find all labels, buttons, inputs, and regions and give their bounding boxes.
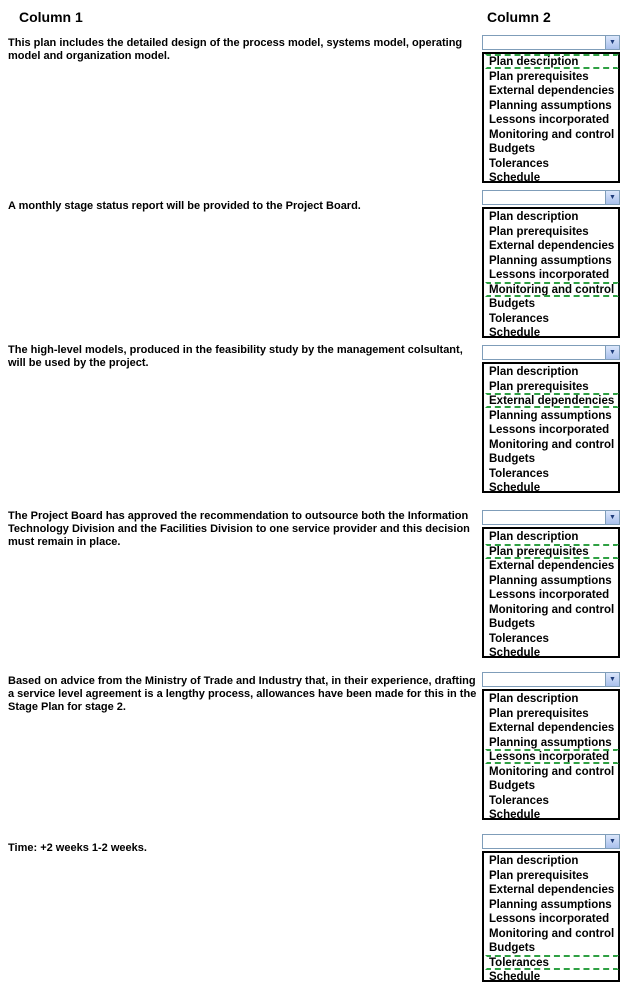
chevron-down-icon[interactable]: ▼: [605, 191, 619, 204]
answer-option[interactable]: Planning assumptions: [489, 898, 612, 911]
answer-option[interactable]: Schedule: [489, 971, 541, 983]
answer-option[interactable]: Schedule: [489, 327, 541, 339]
selected-option-highlight: [485, 54, 619, 69]
answer-dropdown[interactable]: [482, 510, 620, 525]
answer-option[interactable]: External dependencies: [489, 240, 615, 252]
answer-option[interactable]: Plan prerequisites: [489, 70, 589, 83]
answer-dropdown[interactable]: [482, 190, 620, 205]
answer-dropdown[interactable]: [482, 672, 620, 687]
answer-option[interactable]: Monitoring and control: [489, 128, 615, 141]
answer-option[interactable]: Monitoring and control: [489, 438, 615, 451]
selected-option-highlight: [485, 544, 619, 559]
answer-option[interactable]: Plan description: [489, 855, 579, 867]
chevron-down-icon[interactable]: ▼: [605, 36, 619, 49]
question-text: Time: +2 weeks 1-2 weeks.: [8, 842, 147, 854]
answer-option[interactable]: Tolerances: [489, 157, 549, 170]
answer-listbox[interactable]: [482, 689, 620, 820]
answer-option[interactable]: Budgets: [489, 453, 535, 465]
answer-option[interactable]: Planning assumptions: [489, 409, 612, 422]
answer-option[interactable]: Budgets: [489, 298, 535, 310]
answer-option[interactable]: Monitoring and control: [489, 765, 615, 778]
answer-option[interactable]: External dependencies: [489, 884, 615, 896]
selected-option-highlight: [485, 955, 619, 970]
answer-dropdown[interactable]: [482, 35, 620, 50]
answer-option[interactable]: Lessons incorporated: [489, 913, 610, 925]
answer-option[interactable]: Lessons incorporated: [489, 589, 610, 601]
answer-option[interactable]: Planning assumptions: [489, 574, 612, 587]
answer-option[interactable]: Budgets: [489, 143, 535, 155]
question-text: The high-level models, produced in the feasibility study by the management colsultant, will be used by the project.: [8, 344, 463, 369]
answer-option[interactable]: Plan description: [489, 693, 579, 705]
column-1-header: Column 1: [19, 9, 83, 25]
answer-option[interactable]: External dependencies: [489, 395, 615, 407]
answer-option[interactable]: Plan description: [489, 531, 579, 543]
answer-option[interactable]: External dependencies: [489, 560, 615, 572]
answer-option[interactable]: Plan prerequisites: [489, 869, 589, 882]
answer-option[interactable]: Tolerances: [489, 632, 549, 645]
answer-option[interactable]: Monitoring and control: [489, 603, 615, 616]
answer-option[interactable]: Monitoring and control: [489, 283, 615, 296]
question-text: A monthly stage status report will be provided to the Project Board.: [8, 200, 361, 212]
answer-option[interactable]: Schedule: [489, 172, 541, 184]
answer-option[interactable]: Lessons incorporated: [489, 424, 610, 436]
answer-option[interactable]: Planning assumptions: [489, 99, 612, 112]
answer-listbox[interactable]: [482, 207, 620, 338]
answer-option[interactable]: Monitoring and control: [489, 927, 615, 940]
answer-option[interactable]: Plan description: [489, 56, 579, 68]
answer-option[interactable]: Planning assumptions: [489, 254, 612, 267]
answer-listbox[interactable]: [482, 362, 620, 493]
selected-option-highlight: [485, 282, 619, 297]
answer-option[interactable]: Plan prerequisites: [489, 707, 589, 720]
chevron-down-icon[interactable]: ▼: [605, 511, 619, 524]
answer-option[interactable]: Tolerances: [489, 956, 549, 969]
answer-option[interactable]: Budgets: [489, 618, 535, 630]
answer-listbox[interactable]: [482, 52, 620, 183]
answer-dropdown[interactable]: [482, 834, 620, 849]
answer-listbox[interactable]: [482, 527, 620, 658]
chevron-down-icon[interactable]: ▼: [605, 673, 619, 686]
selected-option-highlight: [485, 393, 619, 408]
column-2-header: Column 2: [487, 9, 551, 25]
answer-option[interactable]: Plan prerequisites: [489, 225, 589, 238]
answer-option[interactable]: Schedule: [489, 809, 541, 821]
chevron-down-icon[interactable]: ▼: [605, 346, 619, 359]
answer-option[interactable]: Plan description: [489, 366, 579, 378]
answer-option[interactable]: Tolerances: [489, 467, 549, 480]
answer-option[interactable]: Lessons incorporated: [489, 751, 610, 763]
question-text: Based on advice from the Ministry of Trade and Industry that, in their experience, drafting a service level agreement is a lengthy process, allowances have been made for this in the Stage Plan for stage 2.: [8, 675, 477, 713]
answer-option[interactable]: Lessons incorporated: [489, 114, 610, 126]
question-text: The Project Board has approved the recommendation to outsource both the Information Technology Division and the Facilities Division to one service provider and this decision must remain in place.: [8, 510, 470, 548]
answer-option[interactable]: External dependencies: [489, 85, 615, 97]
answer-option[interactable]: Lessons incorporated: [489, 269, 610, 281]
selected-option-highlight: [485, 749, 619, 764]
answer-option[interactable]: Tolerances: [489, 312, 549, 325]
answer-option[interactable]: Budgets: [489, 780, 535, 792]
answer-option[interactable]: Plan description: [489, 211, 579, 223]
question-text: This plan includes the detailed design of the process model, systems model, operating model and organization model.: [8, 37, 463, 62]
answer-option[interactable]: Budgets: [489, 942, 535, 954]
answer-option[interactable]: Plan prerequisites: [489, 380, 589, 393]
answer-option[interactable]: Plan prerequisites: [489, 545, 589, 558]
answer-option[interactable]: Tolerances: [489, 794, 549, 807]
answer-option[interactable]: Schedule: [489, 647, 541, 659]
answer-option[interactable]: Schedule: [489, 482, 541, 494]
answer-dropdown[interactable]: [482, 345, 620, 360]
answer-option[interactable]: Planning assumptions: [489, 736, 612, 749]
chevron-down-icon[interactable]: ▼: [605, 835, 619, 848]
answer-listbox[interactable]: [482, 851, 620, 982]
answer-option[interactable]: External dependencies: [489, 722, 615, 734]
